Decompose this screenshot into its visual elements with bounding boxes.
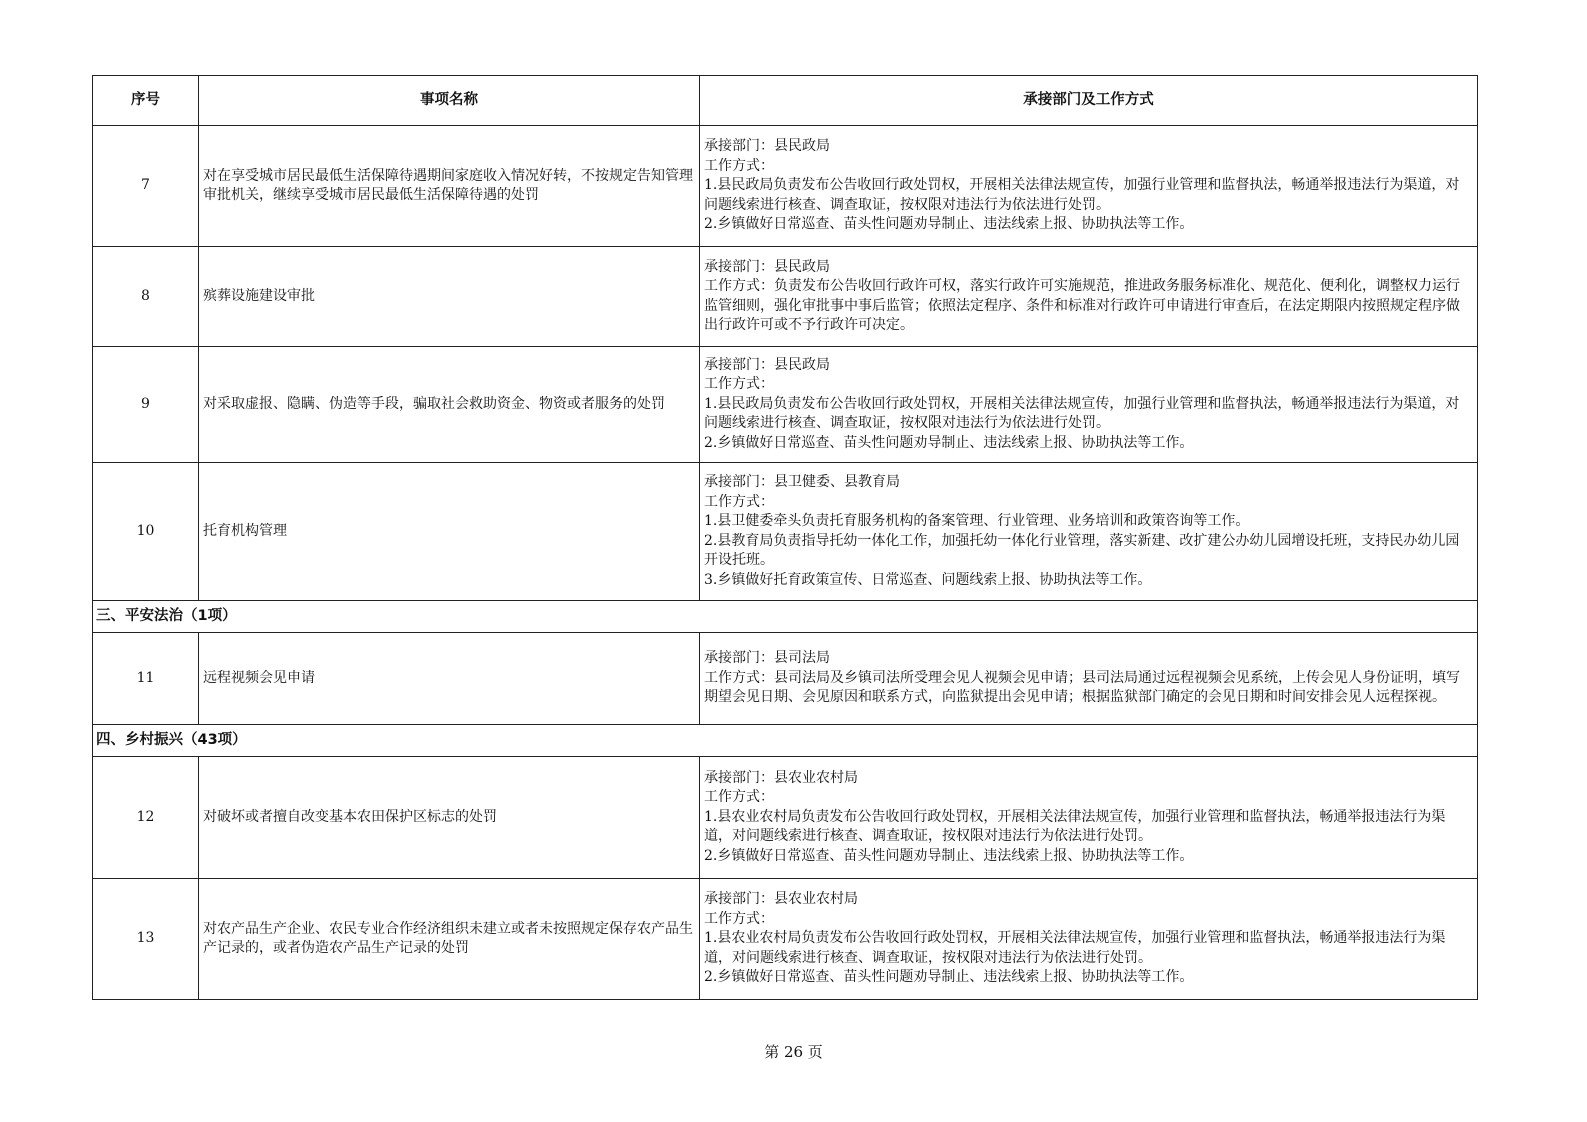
dept-line: 2.县教育局负责指导托幼一体化工作，加强托幼一体化行业管理，落实新建、改扩建公办幼儿园增设托班，支持民办幼儿园开设托班。 (704, 532, 1460, 568)
dept-line: 2.乡镇做好日常巡查、苗头性问题劝导制止、违法线索上报、协助执法等工作。 (704, 434, 1194, 451)
dept-line: 承接部门：县农业农村局 (704, 769, 858, 786)
table-row (93, 879, 1478, 1000)
dept-line: 工作方式： (704, 789, 774, 806)
section-row (93, 601, 1478, 633)
dept-line: 工作方式：县司法局及乡镇司法所受理会见人视频会见申请；县司法局通过远程视频会见系统，上传会见人身份证明，填写期望会见日期、会见原因和联系方式，向监狱提出会见申请；根据监狱部门确定的会见日期和时间安排会见人远程探视。 (704, 669, 1460, 706)
dept-line: 工作方式： (704, 493, 774, 510)
dept-line: 1.县民政局负责发布公告收回行政处罚权，开展相关法律法规宣传，加强行业管理和监督执法，畅通举报违法行为渠道，对问题线索进行核查、调查取证，按权限对违法行为依法进行处罚。 (704, 395, 1460, 432)
row-dept-method (700, 757, 1478, 879)
dept-line: 承接部门：县民政局 (704, 138, 830, 155)
row-dept-method (700, 463, 1478, 601)
page-number: 第 26 页 (764, 1043, 823, 1061)
row-item-name: 对破坏或者擅自改变基本农田保护区标志的处罚 (199, 757, 700, 879)
row-item-name: 对在享受城市居民最低生活保障待遇期间家庭收入情况好转，不按规定告知管理审批机关，继续享受城市居民最低生活保障待遇的处罚 (199, 126, 700, 247)
row-dept-method (700, 126, 1478, 247)
dept-line: 承接部门：县民政局 (704, 356, 830, 373)
row-number: 7 (93, 126, 199, 247)
dept-line: 工作方式： (704, 376, 774, 393)
row-number: 8 (93, 247, 199, 347)
table-row (93, 126, 1478, 247)
section-title: 三、平安法治（1项） (93, 601, 1478, 633)
dept-line: 承接部门：县农业农村局 (704, 891, 858, 908)
row-item-name: 托育机构管理 (199, 463, 700, 601)
row-number: 12 (93, 757, 199, 879)
dept-line: 承接部门：县司法局 (704, 650, 830, 667)
table-row (93, 347, 1478, 463)
section-title: 四、乡村振兴（43项） (93, 725, 1478, 757)
dept-line: 工作方式：负责发布公告收回行政许可权，落实行政许可实施规范，推进政务服务标准化、规范化、便利化，调整权力运行监管细则，强化审批事中事后监管；依照法定程序、条件和标准对行政许可申请进行审查后，在法定期限内按照规定程序做出行政许可或不予行政许可决定。 (704, 278, 1460, 333)
row-item-name: 殡葬设施建设审批 (199, 247, 700, 347)
dept-line: 1.县卫健委牵头负责托育服务机构的备案管理、行业管理、业务培训和政策咨询等工作。 (704, 513, 1250, 529)
row-number: 9 (93, 347, 199, 463)
row-item-name: 远程视频会见申请 (199, 633, 700, 725)
dept-line: 工作方式： (704, 910, 774, 927)
dept-line: 1.县民政局负责发布公告收回行政处罚权，开展相关法律法规宣传，加强行业管理和监督执法，畅通举报违法行为渠道，对问题线索进行核查、调查取证，按权限对违法行为依法进行处罚。 (704, 177, 1460, 213)
header-row (93, 76, 1478, 126)
table-row (93, 757, 1478, 879)
dept-line: 1.县农业农村局负责发布公告收回行政处罚权，开展相关法律法规宣传，加强行业管理和监督执法，畅通举报违法行为渠道，对问题线索进行核查、调查取证，按权限对违法行为依法进行处罚。 (704, 808, 1446, 845)
header-name: 事项名称 (199, 76, 700, 126)
row-item-name: 对采取虚报、隐瞒、伪造等手段，骗取社会救助资金、物资或者服务的处罚 (199, 347, 700, 463)
row-dept-method (700, 633, 1478, 725)
dept-line: 3.乡镇做好托育政策宣传、日常巡查、问题线索上报、协助执法等工作。 (704, 571, 1152, 588)
row-number: 13 (93, 879, 199, 1000)
header-seq: 序号 (93, 76, 199, 126)
dept-line: 2.乡镇做好日常巡查、苗头性问题劝导制止、违法线索上报、协助执法等工作。 (704, 216, 1194, 233)
dept-line: 承接部门：县民政局 (704, 258, 830, 275)
dept-line: 1.县农业农村局负责发布公告收回行政处罚权，开展相关法律法规宣传，加强行业管理和监督执法，畅通举报违法行为渠道，对问题线索进行核查、调查取证，按权限对违法行为依法进行处罚。 (704, 930, 1446, 966)
row-item-name: 对农产品生产企业、农民专业合作经济组织未建立或者未按照规定保存农产品生产记录的，或者伪造农产品生产记录的处罚 (199, 879, 700, 1000)
matters-table (92, 75, 1478, 1000)
table-row (93, 463, 1478, 601)
dept-line: 工作方式： (704, 157, 774, 174)
row-dept-method (700, 347, 1478, 463)
section-row (93, 725, 1478, 757)
row-number: 10 (93, 463, 199, 601)
header-dept: 承接部门及工作方式 (700, 76, 1478, 126)
dept-line: 2.乡镇做好日常巡查、苗头性问题劝导制止、违法线索上报、协助执法等工作。 (704, 969, 1194, 986)
table-row (93, 247, 1478, 347)
table-row (93, 633, 1478, 725)
dept-line: 承接部门：县卫健委、县教育局 (704, 474, 900, 490)
row-dept-method (700, 879, 1478, 1000)
row-dept-method (700, 247, 1478, 347)
dept-line: 2.乡镇做好日常巡查、苗头性问题劝导制止、违法线索上报、协助执法等工作。 (704, 847, 1194, 864)
row-number: 11 (93, 633, 199, 725)
